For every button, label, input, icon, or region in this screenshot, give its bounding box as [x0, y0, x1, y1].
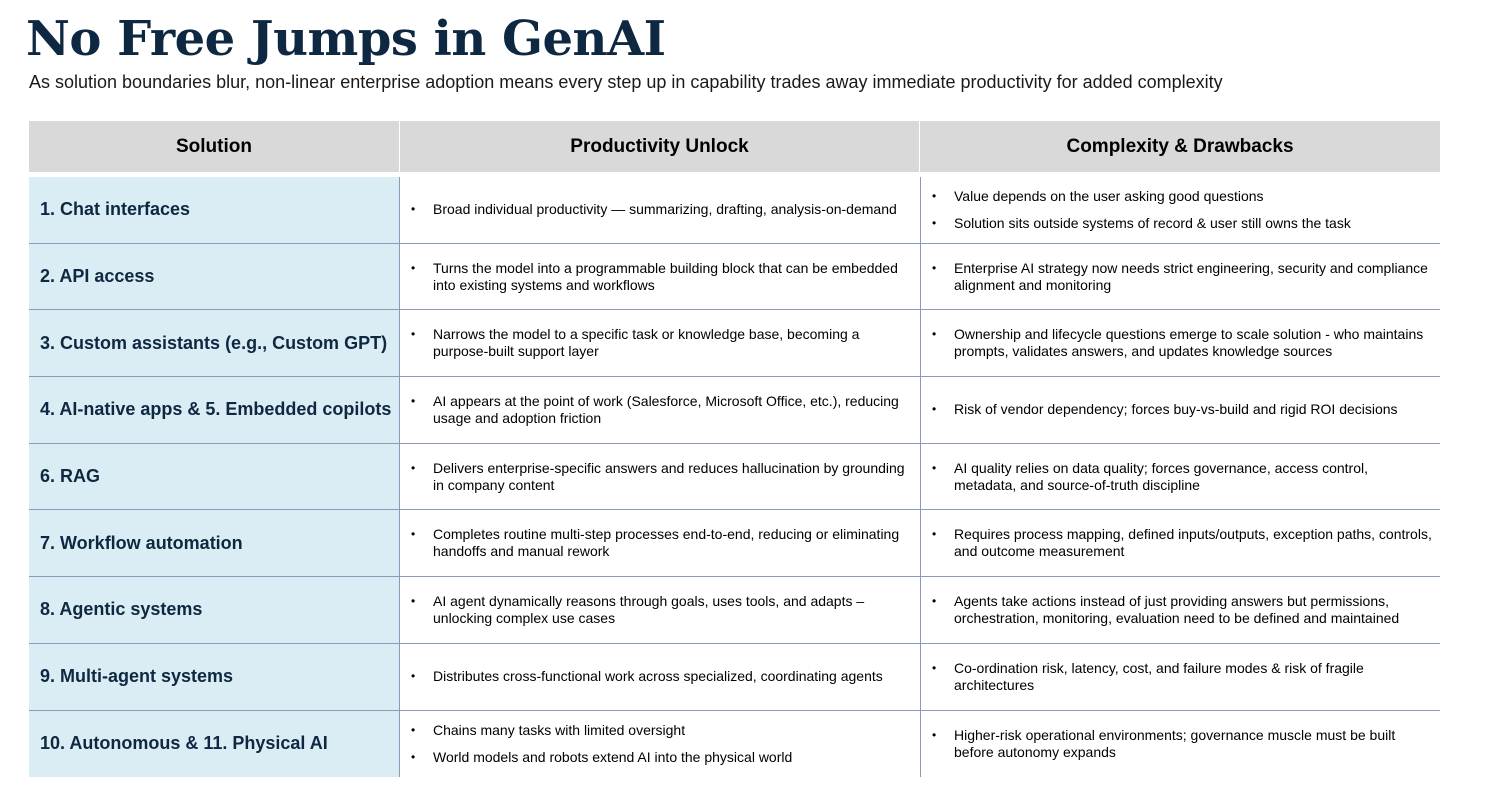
- bullet-dot-icon: •: [411, 327, 416, 342]
- bullet-text: AI appears at the point of work (Salesforce, Microsoft Office, etc.), reducing usage and adoption friction: [433, 392, 899, 426]
- bullet-text: Completes routine multi-step processes end-to-end, reducing or eliminating handoffs and manual rework: [433, 526, 900, 560]
- table-row: [29, 310, 1440, 377]
- bullet-item: [411, 749, 914, 766]
- bullet-text: Narrows the model to a specific task or knowledge base, becoming a purpose-built support layer: [433, 326, 860, 360]
- table-row: [29, 177, 1440, 244]
- bullet-dot-icon: •: [932, 327, 937, 342]
- solution-cell: 10. Autonomous & 11. Physical AI: [29, 711, 399, 778]
- page-subtitle: As solution boundaries blur, non-linear enterprise adoption means every step up in capability trades away immediate productivity for added complexity: [29, 72, 1223, 92]
- bullet-list: [411, 260, 914, 294]
- bullet-dot-icon: •: [932, 188, 937, 203]
- table-row: [29, 711, 1440, 778]
- bullet-item: [411, 722, 914, 739]
- table-row: [29, 577, 1440, 644]
- bullet-list: [411, 526, 914, 560]
- bullet-dot-icon: •: [932, 527, 937, 542]
- solution-cell: 2. API access: [29, 244, 399, 310]
- bullet-dot-icon: •: [932, 460, 937, 475]
- bullet-text: World models and robots extend AI into the physical world: [433, 748, 793, 765]
- productivity-cell: [399, 711, 920, 778]
- complexity-cell: [920, 177, 1440, 243]
- bullet-text: Enterprise AI strategy now needs strict engineering, security and compliance alignment and monitoring: [954, 259, 1428, 293]
- bullet-list: [411, 668, 914, 685]
- bullet-item: [932, 326, 1434, 360]
- bullet-dot-icon: •: [411, 749, 416, 764]
- bullet-dot-icon: •: [932, 260, 937, 275]
- bullet-text: Solution sits outside systems of record & user still owns the task: [954, 214, 1351, 231]
- bullet-dot-icon: •: [411, 722, 416, 737]
- bullet-list: [932, 326, 1434, 360]
- bullet-list: [932, 727, 1434, 761]
- table-row: [29, 644, 1440, 711]
- bullet-text: Co-ordination risk, latency, cost, and failure modes & risk of fragile architectures: [954, 659, 1364, 693]
- productivity-cell: [399, 644, 920, 710]
- bullet-text: Agents take actions instead of just providing answers but permissions, orchestration, monitoring, evaluation need to be defined and maintained: [954, 592, 1400, 626]
- bullet-text: Risk of vendor dependency; forces buy-vs-build and rigid ROI decisions: [954, 401, 1398, 418]
- productivity-cell: [399, 444, 920, 510]
- table-row: [29, 377, 1440, 444]
- bullet-list: [411, 460, 914, 494]
- solution-cell: 6. RAG: [29, 444, 399, 510]
- table-row: [29, 510, 1440, 577]
- bullet-list: [932, 660, 1434, 694]
- bullet-text: AI agent dynamically reasons through goals, uses tools, and adapts – unlocking complex use cases: [433, 592, 865, 626]
- solution-cell: 1. Chat interfaces: [29, 177, 399, 243]
- bullet-list: [411, 201, 914, 218]
- bullet-item: [411, 668, 914, 685]
- table-row: [29, 444, 1440, 511]
- table-header: [29, 121, 1440, 172]
- bullet-dot-icon: •: [411, 593, 416, 608]
- header-productivity-unlock: Productivity Unlock: [399, 121, 920, 172]
- bullet-text: AI quality relies on data quality; forces governance, access control, metadata, and source-of-truth discipline: [954, 459, 1368, 493]
- bullet-dot-icon: •: [932, 402, 937, 417]
- bullet-list: [932, 460, 1434, 494]
- complexity-cell: [920, 444, 1440, 510]
- bullet-item: [932, 401, 1434, 418]
- complexity-cell: [920, 510, 1440, 576]
- bullet-item: [932, 215, 1434, 232]
- bullet-text: Higher-risk operational environments; governance muscle must be built before autonomy expands: [954, 726, 1396, 760]
- bullet-item: [411, 526, 914, 560]
- bullet-item: [932, 188, 1434, 205]
- bullet-item: [411, 593, 914, 627]
- table-body: [29, 177, 1440, 777]
- solution-cell: 3. Custom assistants (e.g., Custom GPT): [29, 310, 399, 376]
- bullet-dot-icon: •: [411, 202, 416, 217]
- complexity-cell: [920, 244, 1440, 310]
- bullet-list: [411, 722, 914, 766]
- bullet-text: Distributes cross-functional work across specialized, coordinating agents: [433, 668, 883, 685]
- complexity-cell: [920, 711, 1440, 778]
- bullet-item: [411, 460, 914, 494]
- productivity-cell: [399, 377, 920, 443]
- table-row: [29, 244, 1440, 311]
- bullet-item: [932, 660, 1434, 694]
- bullet-text: Turns the model into a programmable building block that can be embedded into existing systems and workflows: [433, 259, 898, 293]
- productivity-cell: [399, 510, 920, 576]
- complexity-cell: [920, 644, 1440, 710]
- bullet-list: [411, 593, 914, 627]
- bullet-dot-icon: •: [932, 727, 937, 742]
- bullet-dot-icon: •: [411, 460, 416, 475]
- bullet-item: [411, 201, 914, 218]
- bullet-list: [411, 393, 914, 427]
- page-title: No Free Jumps in GenAI: [26, 11, 666, 67]
- bullet-list: [932, 188, 1434, 232]
- bullet-list: [932, 401, 1434, 418]
- bullet-text: Requires process mapping, defined inputs/outputs, exception paths, controls, and outcome measurement: [954, 526, 1432, 560]
- complexity-cell: [920, 377, 1440, 443]
- bullet-item: [411, 260, 914, 294]
- bullet-dot-icon: •: [932, 660, 937, 675]
- bullet-dot-icon: •: [411, 393, 416, 408]
- productivity-cell: [399, 310, 920, 376]
- bullet-dot-icon: •: [411, 527, 416, 542]
- bullet-text: Chains many tasks with limited oversight: [433, 721, 686, 738]
- solution-cell: 9. Multi-agent systems: [29, 644, 399, 710]
- productivity-cell: [399, 577, 920, 643]
- solution-cell: 7. Workflow automation: [29, 510, 399, 576]
- bullet-item: [932, 593, 1434, 627]
- bullet-text: Broad individual productivity — summarizing, drafting, analysis-on-demand: [433, 201, 897, 218]
- complexity-cell: [920, 310, 1440, 376]
- bullet-item: [932, 727, 1434, 761]
- solution-cell: 8. Agentic systems: [29, 577, 399, 643]
- bullet-list: [932, 593, 1434, 627]
- bullet-dot-icon: •: [932, 215, 937, 230]
- bullet-text: Ownership and lifecycle questions emerge to scale solution - who maintains prompts, validates answers, and updates knowledge sources: [954, 326, 1424, 360]
- bullet-text: Value depends on the user asking good questions: [954, 187, 1264, 204]
- bullet-text: Delivers enterprise-specific answers and reduces hallucination by grounding in company content: [433, 459, 905, 493]
- productivity-cell: [399, 177, 920, 243]
- header-complexity-drawbacks: Complexity & Drawbacks: [920, 121, 1440, 172]
- bullet-item: [411, 326, 914, 360]
- bullet-list: [932, 526, 1434, 560]
- bullet-item: [411, 393, 914, 427]
- bullet-dot-icon: •: [411, 669, 416, 684]
- bullet-dot-icon: •: [411, 260, 416, 275]
- solution-cell: 4. AI-native apps & 5. Embedded copilots: [29, 377, 399, 443]
- bullet-item: [932, 260, 1434, 294]
- solutions-table: [29, 121, 1440, 777]
- bullet-item: [932, 460, 1434, 494]
- productivity-cell: [399, 244, 920, 310]
- header-solution: Solution: [29, 121, 399, 172]
- complexity-cell: [920, 577, 1440, 643]
- bullet-dot-icon: •: [932, 593, 937, 608]
- bullet-list: [932, 260, 1434, 294]
- bullet-list: [411, 326, 914, 360]
- bullet-item: [932, 526, 1434, 560]
